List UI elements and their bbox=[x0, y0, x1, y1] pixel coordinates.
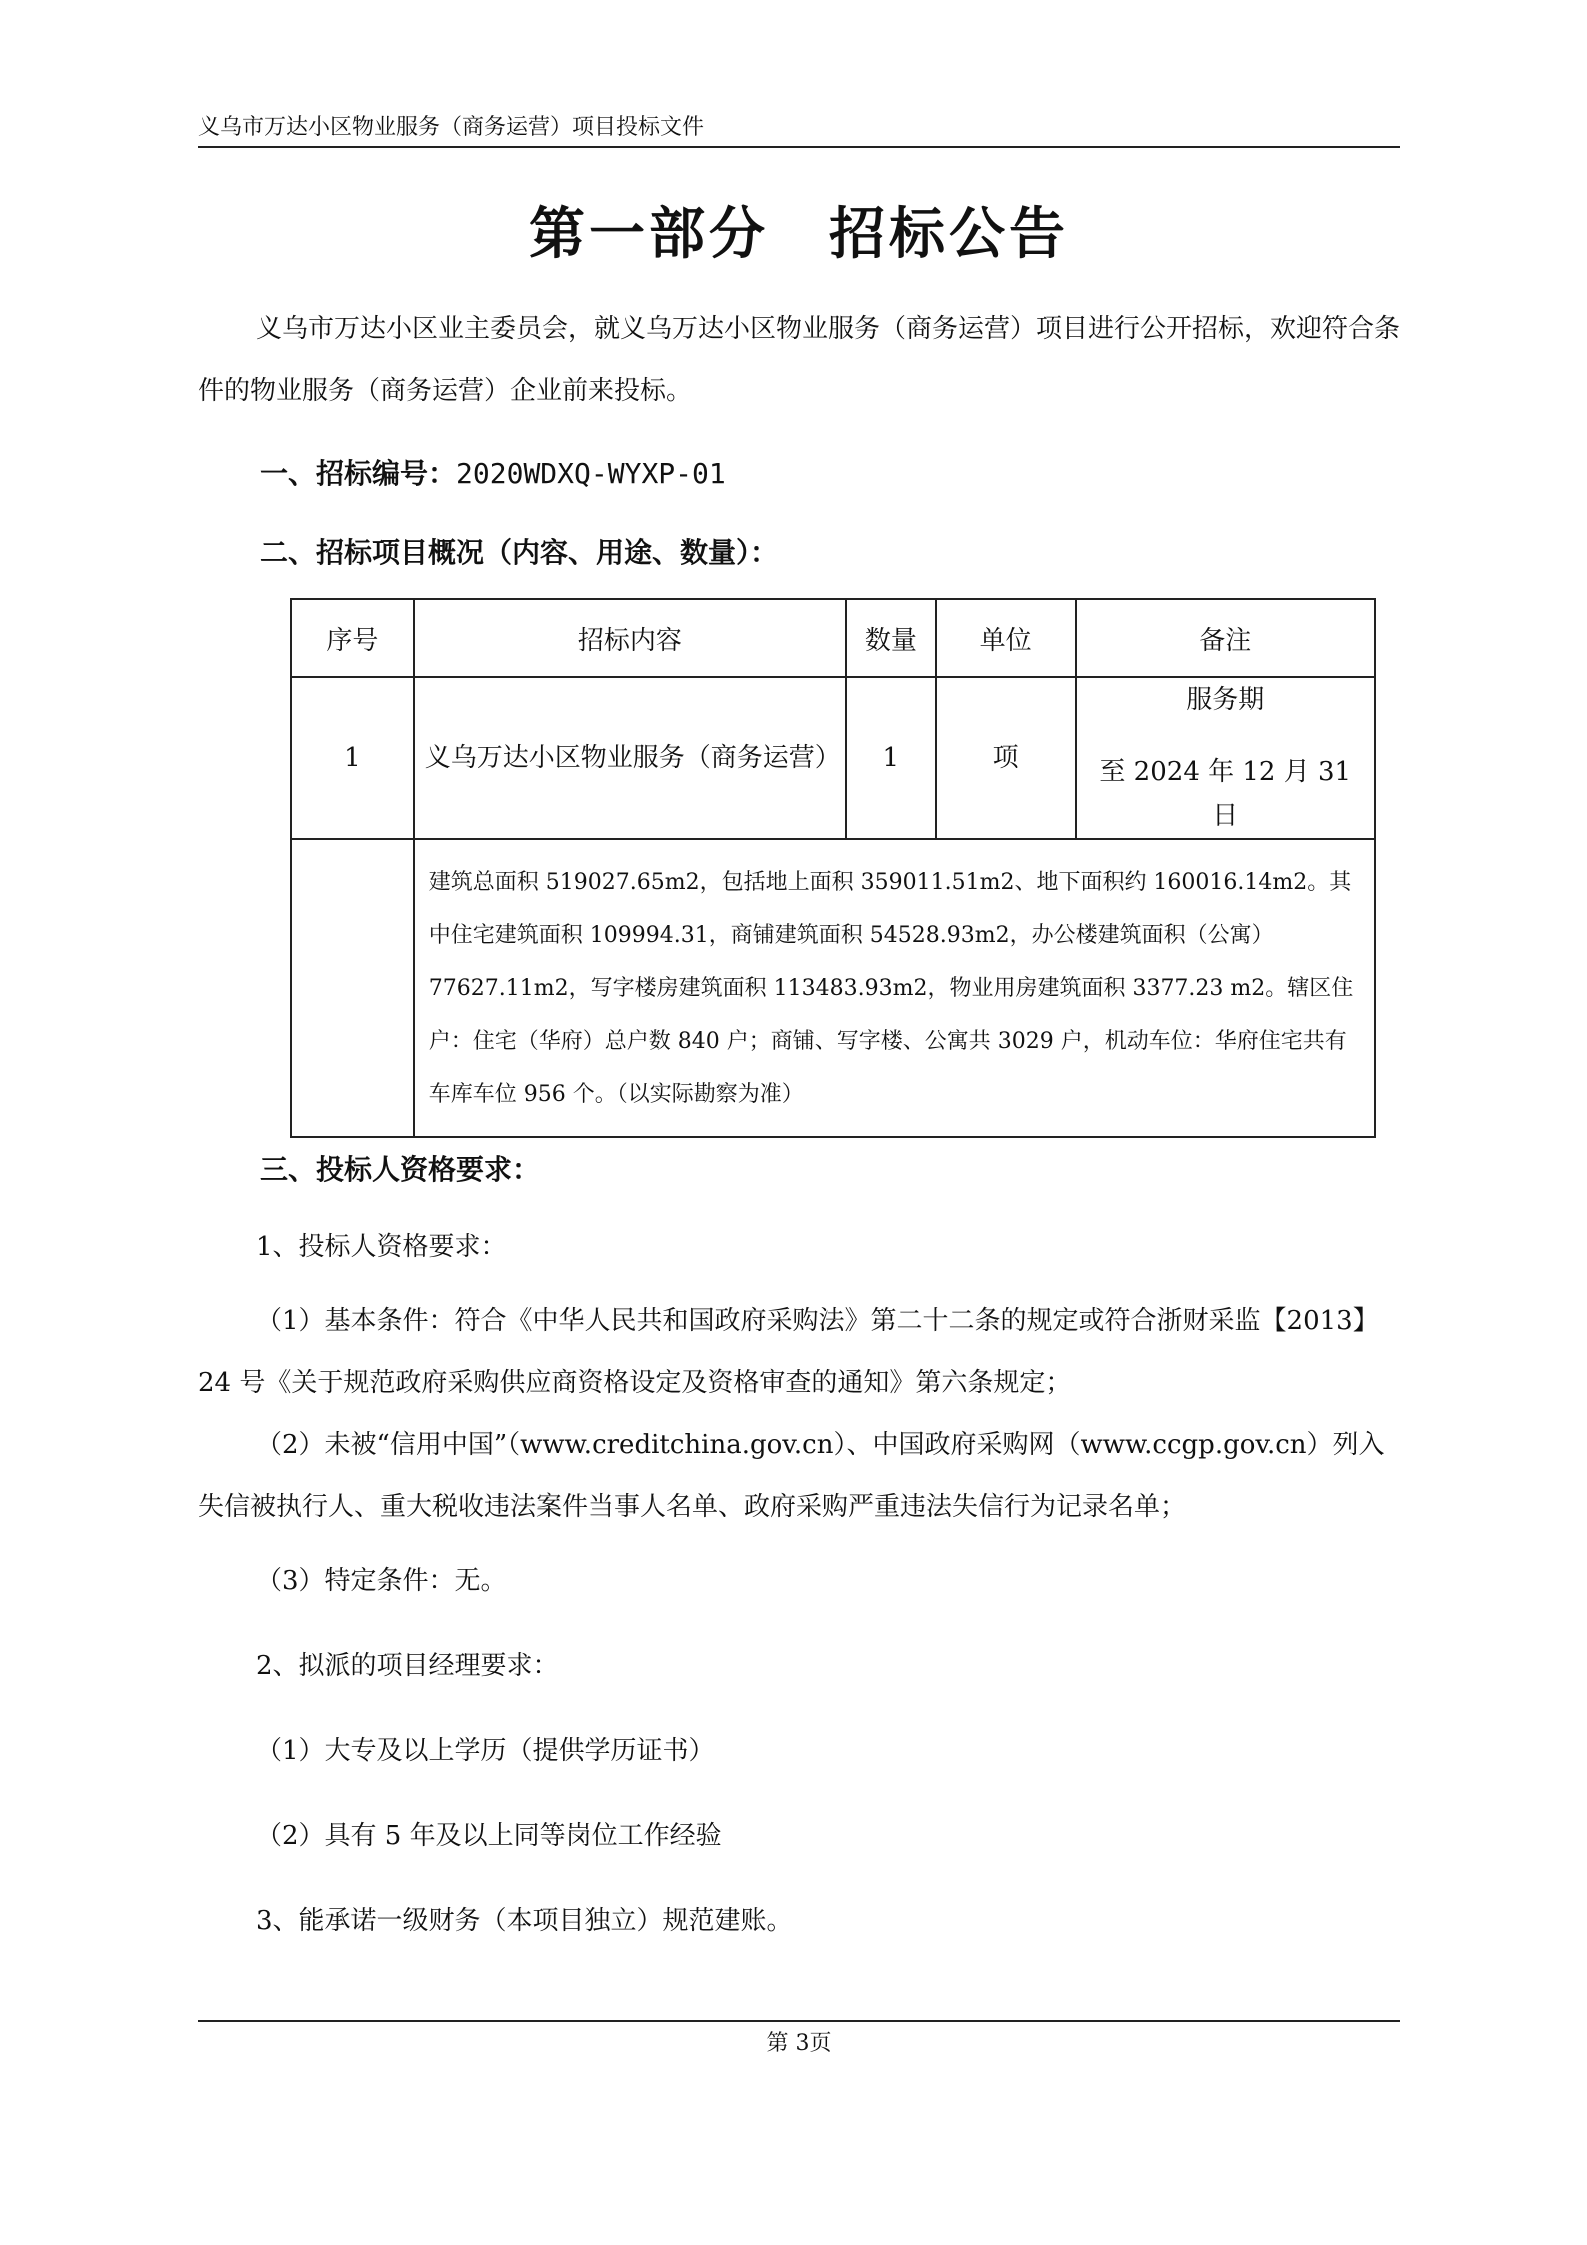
para-education: （1）大专及以上学历（提供学历证书） bbox=[256, 1736, 715, 1766]
section-tender-number-label: 一、招标编号： bbox=[260, 457, 457, 490]
para-finance: 3、能承诺一级财务（本项目独立）规范建账。 bbox=[256, 1906, 793, 1936]
note-line-2: 至 2024 年 12 月 31 日 bbox=[1099, 757, 1352, 831]
col-header-unit: 单位 bbox=[936, 599, 1076, 677]
para-experience: （2）具有 5 年及以上同等岗位工作经验 bbox=[256, 1821, 722, 1851]
table-description-row bbox=[291, 839, 1375, 1137]
col-header-note: 备注 bbox=[1076, 599, 1375, 677]
section-qualifications: 三、投标人资格要求： bbox=[260, 1153, 541, 1186]
tender-number: 2020WDXQ-WYXP-01 bbox=[456, 457, 726, 490]
table-row bbox=[291, 677, 1375, 839]
intro-paragraph: 义乌市万达小区业主委员会，就义乌万达小区物业服务（商务运营）项目进行公开招标，欢迎符合条件的物业服务（商务运营）企业前来投标。 bbox=[198, 314, 1401, 406]
note-line-1: 服务期 bbox=[1186, 685, 1265, 715]
document-title: 第一部分 招标公告 bbox=[529, 202, 1069, 267]
section-project-overview: 二、招标项目概况（内容、用途、数量）： bbox=[260, 536, 779, 569]
cell-description: 建筑总面积 519027.65m2，包括地上面积 359011.51m2、地下面积约 160016.14m2。其中住宅建筑面积 109994.31，商铺建筑面积 54528.93m2，办公楼建筑面积（公寓）77627.11m2，写字楼房建筑面积 113483.93m2，物业用房建筑面积 3377.23 m2。辖区住户：住宅（华府）总户数 840 户；商铺、写字楼、公寓共 3029 户，机动车位：华府住宅共有车库车位 956 个。（以实际勘察为准） bbox=[414, 839, 1375, 1137]
cell-unit: 项 bbox=[936, 677, 1076, 839]
page-number: 第 3页 bbox=[766, 2031, 832, 2056]
para-basic-conditions: （1）基本条件：符合《中华人民共和国政府采购法》第二十二条的规定或符合浙财采监【2013】24 号《关于规范政府采购供应商资格设定及资格审查的通知》第六条规定； bbox=[198, 1306, 1379, 1398]
para-credit-check: （2）未被“信用中国”（www.creditchina.gov.cn）、中国政府采购网（www.ccgp.gov.cn）列入失信被执行人、重大税收违法案件当事人名单、政府采购严重违法失信行为记录名单； bbox=[198, 1430, 1385, 1522]
cell-index: 1 bbox=[291, 677, 414, 839]
cell-content: 义乌万达小区物业服务（商务运营） bbox=[414, 677, 846, 839]
table-header-row bbox=[291, 599, 1375, 677]
header-title: 义乌市万达小区物业服务（商务运营）项目投标文件 bbox=[198, 115, 705, 140]
section-tender-number bbox=[260, 452, 726, 492]
page-header bbox=[198, 110, 1400, 148]
cell-note bbox=[1076, 677, 1375, 839]
col-header-index: 序号 bbox=[291, 599, 414, 677]
col-header-content: 招标内容 bbox=[414, 599, 846, 677]
para-special-conditions: （3）特定条件：无。 bbox=[256, 1566, 507, 1596]
cell-qty: 1 bbox=[846, 677, 936, 839]
col-header-qty: 数量 bbox=[846, 599, 936, 677]
cell-empty bbox=[291, 839, 414, 1137]
project-table bbox=[290, 598, 1376, 1138]
page-footer bbox=[198, 2020, 1400, 2057]
para-bidder-requirements: 1、投标人资格要求： bbox=[256, 1232, 507, 1262]
para-manager-requirements: 2、拟派的项目经理要求： bbox=[256, 1651, 559, 1681]
